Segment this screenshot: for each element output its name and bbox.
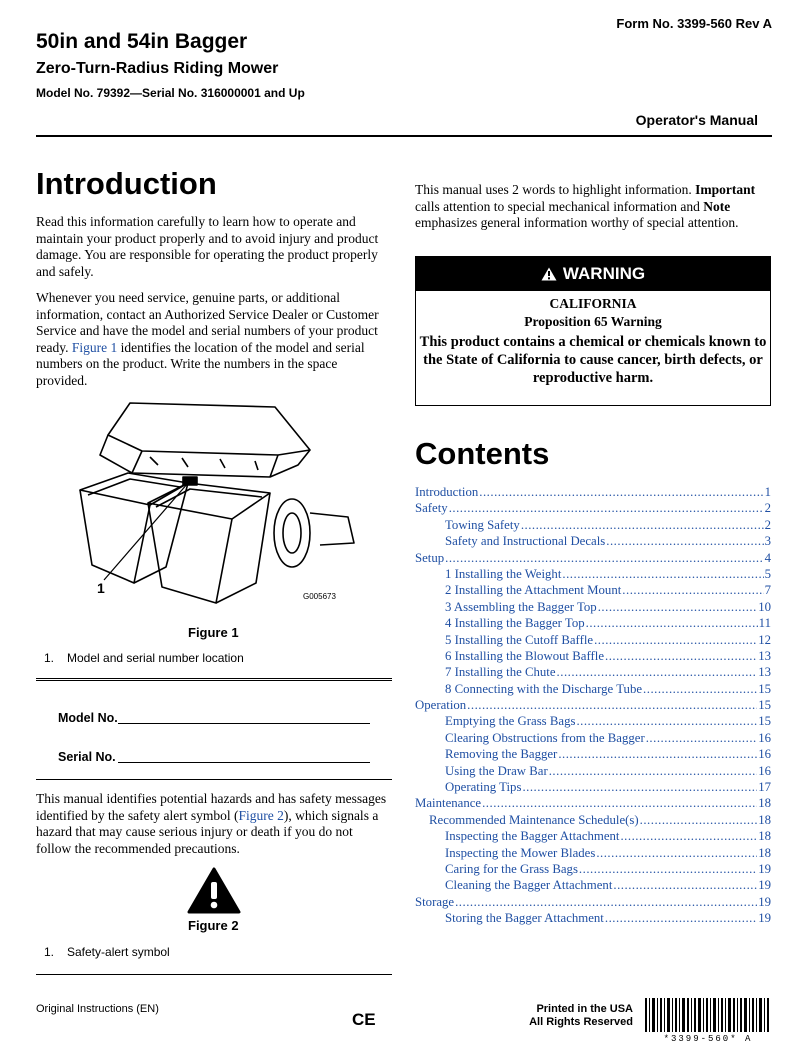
figure-1-note-number: 1.	[44, 651, 55, 665]
toc-entry-page: 17	[758, 780, 771, 795]
toc-entry[interactable]	[415, 600, 771, 616]
warning-body	[416, 291, 770, 387]
toc-entry[interactable]	[415, 764, 771, 780]
toc-entry-page: 19	[758, 861, 771, 876]
toc-entry-page: 16	[758, 747, 771, 762]
toc-entry[interactable]	[415, 649, 771, 665]
toc-entry-page: 7	[764, 583, 771, 598]
toc-entry[interactable]	[415, 551, 771, 567]
figure-2-note-text: Safety-alert symbol	[67, 945, 170, 959]
header-rule	[36, 135, 772, 137]
toc-entry-page: 3	[764, 534, 771, 549]
toc-entry-label: 5 Installing the Cutoff Baffle	[445, 632, 594, 647]
toc-entry-label: 6 Installing the Blowout Baffle	[445, 648, 604, 663]
toc-entry[interactable]	[415, 682, 771, 698]
printed-in-usa: Printed in the USA	[536, 1003, 633, 1015]
toc-entry-page: 18	[758, 796, 771, 811]
safety-alert-icon	[186, 866, 242, 916]
toc-leader-dots	[620, 829, 757, 844]
toc-entry-page: 12	[758, 632, 771, 647]
toc-leader-dots	[467, 698, 757, 713]
toc-entry[interactable]	[415, 567, 771, 583]
serial-number-line[interactable]	[118, 762, 370, 763]
highlight-words-paragraph	[415, 182, 771, 232]
warning-line-1: CALIFORNIA	[549, 296, 637, 311]
figure-2-divider	[36, 974, 392, 975]
toc-entry-page: 19	[758, 878, 771, 893]
toc-entry-label: Using the Draw Bar	[445, 763, 548, 778]
toc-entry-label: Setup	[415, 550, 445, 565]
figure-1-note-text: Model and serial number location	[67, 651, 244, 665]
toc-entry-label: Operating Tips	[445, 780, 522, 795]
toc-leader-dots	[479, 485, 763, 500]
all-rights-reserved: All Rights Reserved	[529, 1016, 633, 1028]
toc-entry[interactable]	[415, 780, 771, 796]
toc-leader-dots	[445, 551, 763, 566]
warning-line-3: This product contains a chemical or chemicals known to the State of California to cause cancer, birth defects, or reproductive harm.	[419, 334, 767, 386]
warning-triangle-icon	[541, 267, 557, 281]
toc-entry-label: Storage	[415, 894, 455, 909]
footer-original-instructions: Original Instructions (EN)	[36, 1003, 159, 1015]
toc-entry-label: 3 Assembling the Bagger Top	[445, 599, 597, 614]
barcode-icon	[643, 996, 773, 1034]
intro-p2-text-b: identifies the location of the model and serial numbers on the product. Write the numbers in the space provided.	[36, 339, 365, 388]
toc-entry-page: 15	[758, 714, 771, 729]
serial-number-label: Serial No.	[58, 750, 116, 764]
toc-entry[interactable]	[415, 583, 771, 599]
toc-entry-label: Safety and Instructional Decals	[445, 534, 606, 549]
toc-entry-label: Towing Safety	[445, 517, 520, 532]
toc-entry[interactable]	[415, 633, 771, 649]
toc-entry-label: Introduction	[415, 485, 479, 499]
toc-leader-dots	[598, 600, 757, 615]
toc-leader-dots	[522, 780, 757, 795]
toc-leader-dots	[455, 895, 757, 910]
figure-2-caption: Figure 2	[188, 918, 239, 933]
toc-entry[interactable]	[415, 862, 771, 878]
toc-entry-page: 11	[758, 616, 771, 631]
figure-1-caption: Figure 1	[188, 625, 239, 640]
toc-entry-page: 15	[758, 681, 771, 696]
figure-2-link[interactable]: Figure 2	[238, 807, 284, 823]
figure-1-link[interactable]: Figure 1	[71, 339, 118, 355]
table-of-contents	[415, 485, 771, 928]
toc-leader-dots	[622, 583, 763, 598]
toc-entry-label: 7 Installing the Chute	[445, 665, 556, 680]
toc-leader-dots	[449, 501, 764, 516]
figure-2-note-number: 1.	[44, 945, 55, 959]
toc-entry-label: Emptying the Grass Bags	[445, 714, 576, 729]
important-word: Important	[695, 182, 756, 197]
toc-leader-dots	[579, 862, 757, 877]
toc-entry-page: 19	[758, 894, 771, 909]
warning-line-2: Proposition 65 Warning	[524, 313, 662, 329]
toc-entry-label: Clearing Obstructions from the Bagger	[445, 730, 645, 745]
warning-box	[415, 256, 771, 406]
toc-entry-page: 2	[764, 517, 771, 532]
toc-leader-dots	[646, 731, 757, 746]
toc-leader-dots	[558, 747, 757, 762]
model-number-line[interactable]	[118, 723, 370, 724]
document-subtitle: Zero-Turn-Radius Riding Mower	[36, 60, 279, 77]
document-type: Operator's Manual	[635, 112, 758, 128]
toc-entry-page: 16	[758, 763, 771, 778]
toc-entry-label: Storing the Bagger Attachment	[445, 911, 604, 926]
toc-entry-label: Cleaning the Bagger Attachment	[445, 878, 613, 893]
toc-entry-page: 5	[764, 566, 771, 581]
barcode-text: *3399-560* A	[643, 1034, 773, 1044]
toc-entry-page: 13	[758, 665, 771, 680]
toc-leader-dots	[613, 878, 757, 893]
hazard-text-b: ), which signals a hazard that may cause serious injury or death if you do not follow the recommended precautions.	[36, 807, 379, 856]
toc-entry[interactable]	[415, 813, 771, 829]
toc-entry[interactable]	[415, 846, 771, 862]
words-intro: This manual uses 2 words to highlight information.	[415, 182, 692, 197]
toc-leader-dots	[482, 796, 757, 811]
toc-entry-label: Safety	[415, 501, 448, 516]
toc-leader-dots	[594, 633, 757, 648]
toc-entry-label: Recommended Maintenance Schedule(s)	[429, 812, 639, 827]
figure-1-code: G005673	[303, 592, 336, 601]
note-text: emphasizes general information worthy of special attention.	[415, 215, 739, 230]
toc-entry-label: Inspecting the Bagger Attachment	[445, 829, 620, 844]
warning-header	[416, 257, 770, 291]
toc-entry[interactable]	[415, 731, 771, 747]
toc-entry-label: 4 Installing the Bagger Top	[445, 616, 585, 631]
toc-entry-label: Removing the Bagger	[445, 747, 558, 762]
toc-entry-label: Maintenance	[415, 796, 482, 811]
toc-leader-dots	[586, 616, 758, 631]
toc-entry-page: 15	[758, 698, 771, 713]
toc-entry-page: 16	[758, 730, 771, 745]
toc-entry-label: 2 Installing the Attachment Mount	[445, 583, 622, 598]
toc-entry[interactable]	[415, 534, 771, 550]
toc-entry-label: 8 Connecting with the Discharge Tube	[445, 681, 643, 696]
model-serial-box	[36, 680, 392, 780]
ce-mark-icon: CE	[352, 1010, 376, 1029]
toc-entry[interactable]	[415, 714, 771, 730]
toc-leader-dots	[640, 813, 758, 828]
figure-1-callout: 1	[97, 580, 105, 596]
toc-entry-page: 18	[758, 812, 771, 827]
document-title: 50in and 54in Bagger	[36, 30, 248, 53]
toc-entry[interactable]	[415, 518, 771, 534]
toc-entry-page: 13	[758, 648, 771, 663]
model-serial-frame	[36, 680, 392, 780]
toc-leader-dots	[596, 846, 757, 861]
toc-entry[interactable]	[415, 796, 771, 812]
toc-entry-page: 2	[764, 501, 771, 516]
warning-title: WARNING	[562, 264, 646, 283]
toc-leader-dots	[521, 518, 764, 533]
toc-entry[interactable]	[415, 911, 771, 927]
intro-p2-text-a: Whenever you need service, genuine parts, or additional information, contact an Authorized Service Dealer or Customer Service and have the model and serial numbers of your product ready.	[36, 290, 379, 355]
toc-entry[interactable]	[415, 878, 771, 894]
toc-entry-page: 18	[758, 829, 771, 844]
toc-leader-dots	[549, 764, 757, 779]
toc-leader-dots	[576, 714, 757, 729]
toc-entry-page: 10	[758, 599, 771, 614]
toc-entry-page: 1	[764, 485, 771, 499]
toc-entry[interactable]	[415, 829, 771, 845]
toc-entry[interactable]	[415, 501, 771, 517]
toc-entry-page: 19	[758, 911, 771, 926]
toc-entry[interactable]	[415, 616, 771, 632]
introduction-heading: Introduction	[36, 166, 217, 201]
figure-1-divider	[36, 678, 392, 679]
toc-entry[interactable]	[415, 698, 771, 714]
toc-entry[interactable]	[415, 665, 771, 681]
important-text: calls attention to special mechanical information and	[415, 198, 704, 214]
toc-entry-label: 1 Installing the Weight	[445, 566, 562, 581]
intro-paragraph-2	[36, 290, 386, 389]
toc-leader-dots	[643, 682, 757, 697]
toc-entry-label: Operation	[415, 698, 467, 713]
bagger-illustration	[70, 395, 370, 610]
model-number-label: Model No.	[58, 711, 118, 725]
hazard-paragraph	[36, 791, 390, 857]
toc-leader-dots	[605, 649, 757, 664]
footer-printed	[529, 1003, 633, 1029]
contents-heading: Contents	[415, 436, 550, 471]
toc-leader-dots	[605, 911, 757, 926]
toc-entry-page: 18	[758, 845, 771, 860]
toc-entry-label: Inspecting the Mower Blades	[445, 845, 596, 860]
toc-entry[interactable]	[415, 747, 771, 763]
toc-entry-label: Caring for the Grass Bags	[445, 861, 578, 876]
model-serial-line: Model No. 79392—Serial No. 316000001 and Up	[36, 86, 305, 100]
toc-leader-dots	[606, 534, 763, 549]
toc-entry-page: 4	[764, 550, 771, 565]
form-number: Form No. 3399-560 Rev A	[616, 16, 772, 31]
toc-leader-dots	[557, 665, 758, 680]
toc-entry[interactable]	[415, 895, 771, 911]
toc-entry[interactable]	[415, 485, 771, 501]
hazard-text-a: This manual identifies potential hazards and has safety messages identified by the safety alert symbol (	[36, 791, 387, 823]
toc-leader-dots	[562, 567, 763, 582]
intro-paragraph-1: Read this information carefully to learn how to operate and maintain your product properly and to avoid injury and product damage. You are responsible for operating the product properly and safely.	[36, 214, 379, 279]
note-word: Note	[703, 198, 731, 214]
